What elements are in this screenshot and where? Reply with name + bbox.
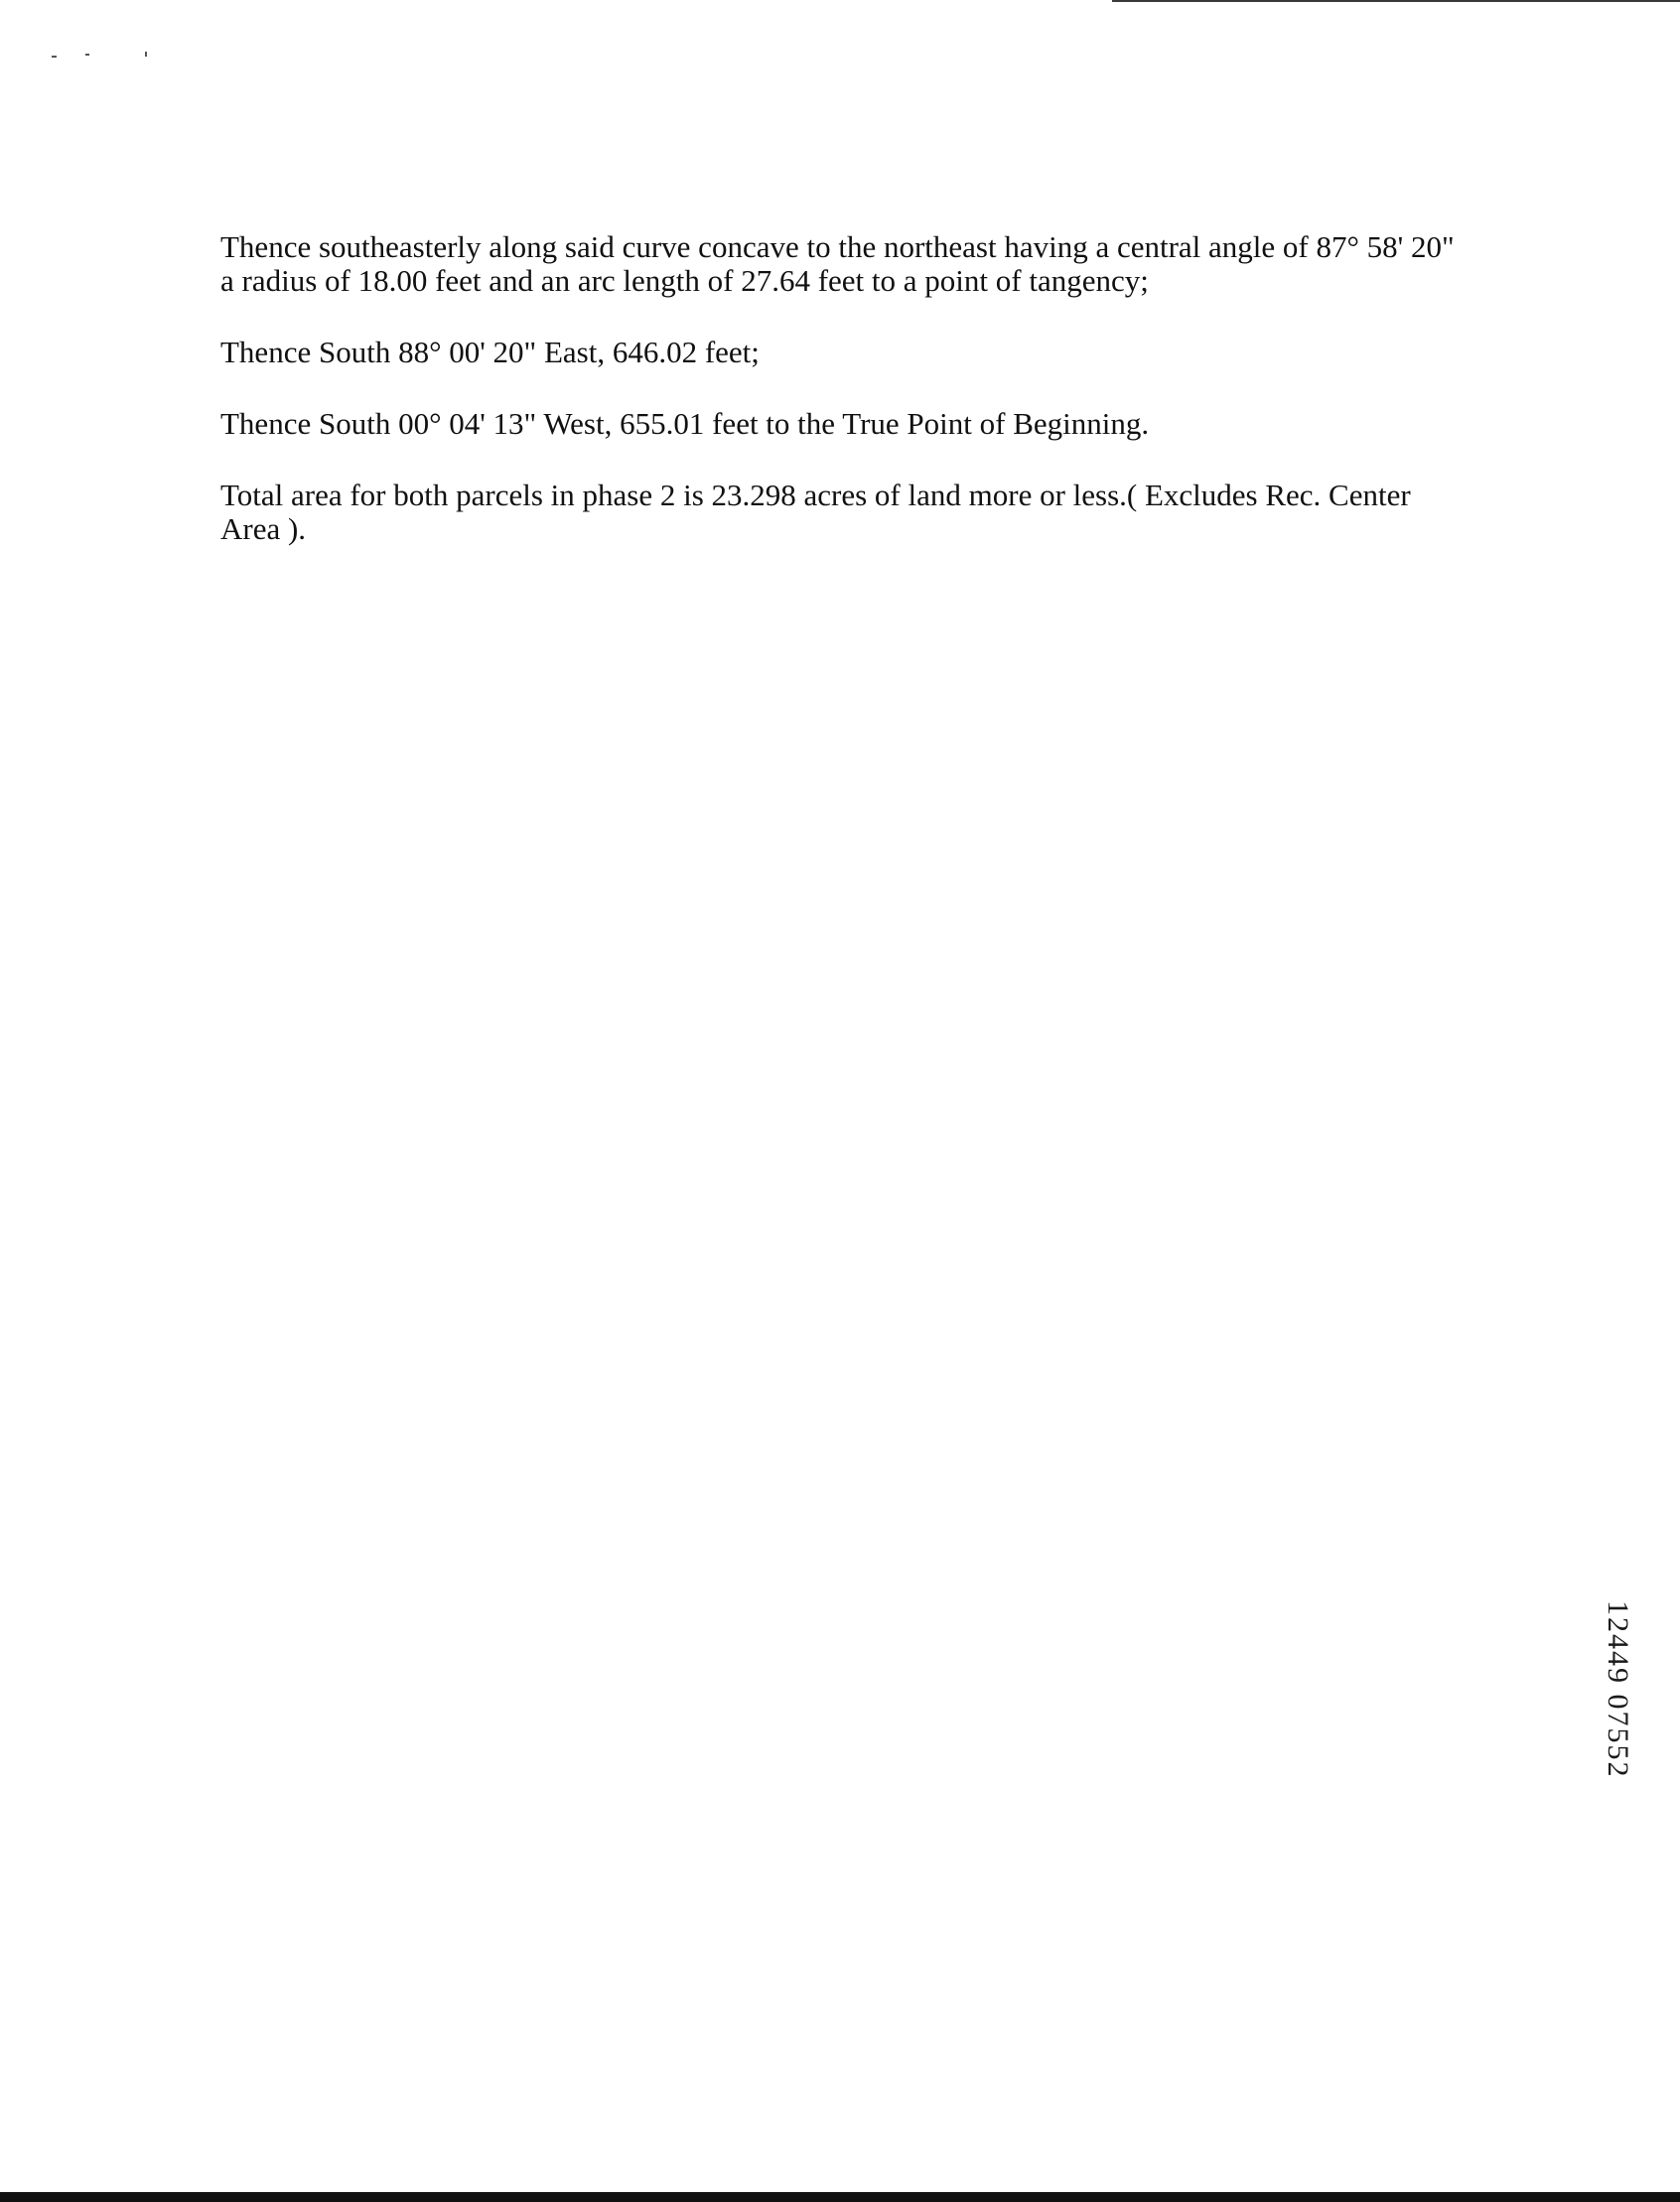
paragraph-curve: Thence southeasterly along said curve concave to the northeast having a central angle of 87° 58' 20" a radius of 18.00 feet and an arc length of 27.64 feet to a point of tangency; [220, 229, 1455, 298]
legal-description [220, 230, 1511, 584]
scan-speck [85, 54, 89, 56]
paragraph-course-west: Thence South 00° 04' 13" West, 655.01 feet to the True Point of Beginning. [220, 406, 1150, 441]
paragraph-course-east: Thence South 88° 00' 20" East, 646.02 feet; [220, 335, 760, 369]
top-scan-edge [1112, 0, 1680, 2]
scan-speck [52, 56, 57, 58]
bottom-scan-edge [0, 2192, 1680, 2202]
recording-stamp [1589, 1600, 1648, 1858]
scan-speck [145, 52, 147, 57]
recording-stamp-number: 12449 07552 [1602, 1600, 1634, 1779]
paragraph-total-area: Total area for both parcels in phase 2 is 23.298 acres of land more or less.( Excludes Rec. Center Area ). [220, 478, 1411, 546]
